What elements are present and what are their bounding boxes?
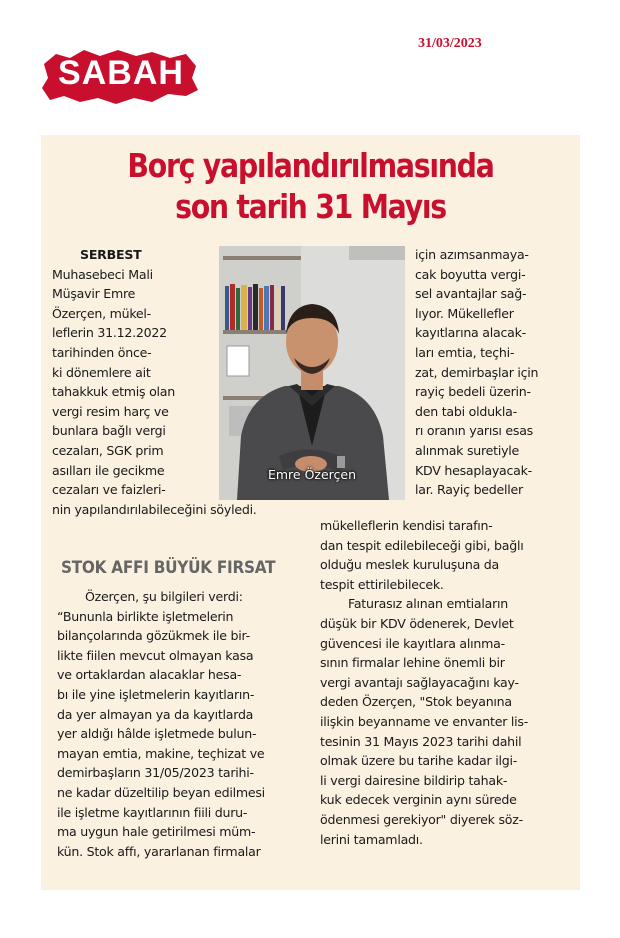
- column-2-top: [415, 245, 538, 500]
- text-line: ve ortaklardan alacaklar hesa-: [57, 667, 242, 683]
- text-line: demirbaşların 31/05/2023 tarihi-: [57, 765, 254, 781]
- text-line: cezaları ve faizleri-: [52, 482, 166, 498]
- text-line: den tabi oldukla-: [415, 403, 517, 419]
- text-line: kün. Stok affı, yararlanan firmalar: [57, 843, 261, 859]
- text-line: leflerin 31.12.2022: [52, 325, 167, 341]
- text-line: olduğu meslek kuruluşuna da: [320, 557, 500, 573]
- portrait-illustration: [219, 246, 405, 500]
- text-line: da yer almayan ya da kayıtlarda: [57, 706, 254, 722]
- text-line: Müşavir Emre: [52, 286, 136, 302]
- text-line: lıyor. Mükellefler: [415, 305, 514, 321]
- text-line: Özerçen, mükel-: [52, 305, 151, 321]
- text-line: tahakkuk etmiş olan: [52, 384, 176, 400]
- text-line: li vergi dairesine bildirip tahak-: [320, 772, 508, 788]
- text-line: ki dönemlere ait: [52, 364, 151, 380]
- portrait-photo: [219, 246, 405, 500]
- text-line: bunlara bağlı vergi: [52, 423, 166, 439]
- text-line: olmak üzere bu tarihe kadar ilgi-: [320, 753, 517, 769]
- text-line: likte fiilen mevcut olmayan kasa: [57, 647, 254, 663]
- text-line: Faturasız alınan emtiaların: [348, 596, 508, 612]
- text-line: tespit ettirilebilecek.: [320, 576, 444, 592]
- text-line: KDV hesaplayacak-: [415, 462, 532, 478]
- text-line: mayan emtia, makine, teçhizat ve: [57, 745, 265, 761]
- logo-wordmark: SABAH: [58, 54, 184, 92]
- text-line: mükelleflerin kendisi tarafın-: [320, 518, 493, 533]
- text-line: Muhasebeci Mali: [52, 266, 153, 282]
- text-line: zat, demirbaşlar için: [415, 364, 539, 380]
- headline-line: Borç yapılandırılmasında: [127, 146, 494, 185]
- text-line: “Bununla birlikte işletmelerin: [57, 608, 234, 624]
- text-line: ödenmesi gerekiyor" diyerek söz-: [320, 811, 523, 827]
- text-line: tarihinden önce-: [52, 344, 152, 360]
- text-line: vergi resim harç ve: [52, 403, 169, 419]
- text-line: kuk edecek verginin aynı sürede: [320, 792, 517, 808]
- text-line: SERBEST: [80, 247, 142, 262]
- text-line: ilişkin beyanname ve envanter lis-: [320, 713, 529, 729]
- column-1-body: [57, 587, 265, 861]
- publication-date: 31/03/2023: [418, 36, 482, 51]
- text-line: rayiç bedeli üzerin-: [415, 384, 531, 400]
- headline: [79, 145, 543, 227]
- text-line: ile işletme kayıtlarının fiili duru-: [57, 804, 248, 820]
- text-line: vergi avantajı sağlayacağını kay-: [320, 674, 519, 690]
- text-line: lerini tamamladı.: [320, 831, 423, 847]
- sabah-logo: [40, 44, 200, 112]
- text-line: yer aldığı hâlde işletmede bulun-: [57, 726, 257, 742]
- text-line: rı oranın yarısı esas: [415, 423, 533, 439]
- text-line: alınmak suretiyle: [415, 442, 520, 458]
- text-line: ları emtia, teçhi-: [415, 344, 515, 360]
- text-line: kayıtlarına alacak-: [415, 325, 526, 341]
- text-line: bı ile yine işletmelerin kayıtların-: [57, 686, 255, 702]
- text-line: deden Özerçen, "Stok beyanına: [320, 694, 512, 710]
- text-line: bilançolarında gözükmek ile bir-: [57, 628, 250, 644]
- text-line: lar. Rayiç bedeller: [415, 482, 523, 498]
- text-line: güvencesi ile kayıtlara alınma-: [320, 635, 505, 651]
- text-line: ne kadar düzeltilip beyan edilmesi: [57, 784, 265, 800]
- headline-line: son tarih 31 Mayıs: [175, 187, 446, 226]
- text-line: asılları ile gecikme: [52, 462, 165, 478]
- subheading: STOK AFFI BÜYÜK FIRSAT: [61, 558, 276, 578]
- text-line: sel avantajlar sağ-: [415, 286, 527, 302]
- text-line: düşük bir KDV ödenerek, Devlet: [320, 615, 514, 631]
- text-line: ma uygun hale getirilmesi müm-: [57, 824, 256, 840]
- text-line: sının firmalar lehine önemli bir: [320, 655, 505, 671]
- text-line: cak boyutta vergi-: [415, 266, 526, 282]
- text-line: nin yapılandırılabileceğini söyledi.: [52, 501, 257, 517]
- text-line: tesinin 31 Mayıs 2023 tarihi dahil: [320, 733, 522, 749]
- photo-caption: Emre Özerçen: [267, 467, 357, 482]
- column-2-body: [320, 516, 528, 849]
- text-line: Özerçen, şu bilgileri verdi:: [85, 589, 243, 604]
- text-line: için azımsanmaya-: [415, 247, 529, 262]
- text-line: dan tespit edilebileceği gibi, bağlı: [320, 537, 524, 553]
- text-line: cezaları, SGK prim: [52, 442, 164, 458]
- news-clipping: [41, 135, 580, 890]
